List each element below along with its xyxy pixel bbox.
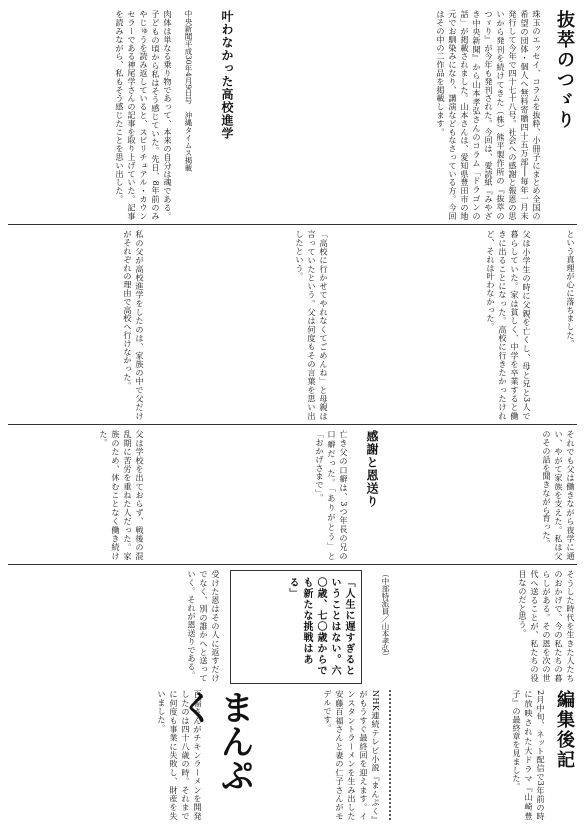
manpuku-paragraph: NHK連続テレビ小説『まんぷく』がもうすぐ最終回を迎えます。インスタントラーメンを生み出した安藤百福さんと妻の仁子さんがモデルです。 [323,690,381,820]
dotted-rule [389,690,391,820]
henshu-title: 編集後記 [554,690,575,770]
divider-rule [8,224,577,225]
quote-text: 「人生に遅すぎるということはない。六〇歳、七〇歳からでも新たな挑戦はある」 [287,577,354,676]
kansha-paragraph: 父は学校を出ておらず、戦後の混乱期に苦労を重ねた人だった。家族のため、休むことなく働き続けた。 [99,430,145,560]
manpuku-paragraph: 百福さんがチキンラーメンを開発したのは四十八歳の時。それまでに何度も事業に失敗し、財産を失いました。 [157,690,203,820]
quote-box [230,570,362,684]
essay-paragraph: 肉体は単なる乗り物であって、本来の自分は魂である。子どもの頃から私はそう感じていた。先日、8年前のみやじゅうを読み返していると、スピリチュアル・カウンセラーである神尾学さんの記事を取り上げていた。記事を読みながら、私もそう感じたことを思い出した。 [115,10,173,220]
kansha-note: （中部特派員／山本孝弘） [381,570,390,660]
henshu-paragraph: 2月中旬、ネット配信で3年前の時に放映された大ドラマ『山崎豊子』の最終章を見ました。 [512,690,546,820]
essay-title: 叶わなかった高校進学 [220,10,234,140]
kansha-paragraph: そうした時代を生きた人たちのおかげで、今の私たちの暮らしがある。その恩を次の世代へ送ることが、私たちの役目なのだと思う。 [518,570,576,682]
kansha-paragraph: 亡き父の口癖は、3つ年長の兄の口癖だった。「ありがとう」と「おかげさまで」。 [315,430,349,560]
essay-paragraph: 私の父が高校進学をしたのは、家族の中で父だけがそれぞれの理由で高校へ行けなかった。 [123,230,145,420]
kansha-paragraph: 受けた恩はその人に返すだけでなく、別の誰かへと送っていく。それが恩送りである。 [187,570,221,682]
essay-source: 中央新聞平成30年4月9日号 沖縄タイムス掲載 [184,10,193,172]
essay-paragraph: 父は小学生の時に父親を亡くし、母と兄と3人で暮らしていた。家は貧しく、中学を卒業すると働きに出ることになった。高校に行きたかったけれど、それは叶わなかった。 [486,230,532,420]
divider-rule [8,424,577,425]
bassui-lead: 珠玉のエッセイ、コラムを抜粋、小冊子にまとめ全国の希望の団体・個人へ無料寄贈四十五万部──毎年一月末発行して今年で四十七十八号。社会への感謝と報恩の思いから発刊を続けてきた（株）熊平製作所の『抜萃のつゞり』が今年も発刊された。今回は、愛読紙『みやざき中央新聞』から山本孝弘さんのコラム「ドラゴンの話」が掲載されました。山本さんは、愛知県豊田市の地元でお馴染みになり、講演などもなさっている方。今回はその中の二作品を掲載します。 [436,10,542,220]
kansha-title: 感謝と恩送り [365,430,379,508]
divider-rule [8,564,577,565]
essay-closing: という真理が心に落ちました。 [566,230,576,348]
essay-paragraph: それでも父は働きながら夜学に通い、やがて家族を支えた。私は父のその話を聞きながら育った。 [542,430,576,560]
essay-paragraph: 「高校に行かせてやれなくてごめんね」と母親は言っていたという。父は何度もその言葉を思い出したという。 [295,230,329,420]
bassui-title: 抜萃のつゞり [554,10,575,130]
manpuku-logo: まんぷく [174,690,254,792]
